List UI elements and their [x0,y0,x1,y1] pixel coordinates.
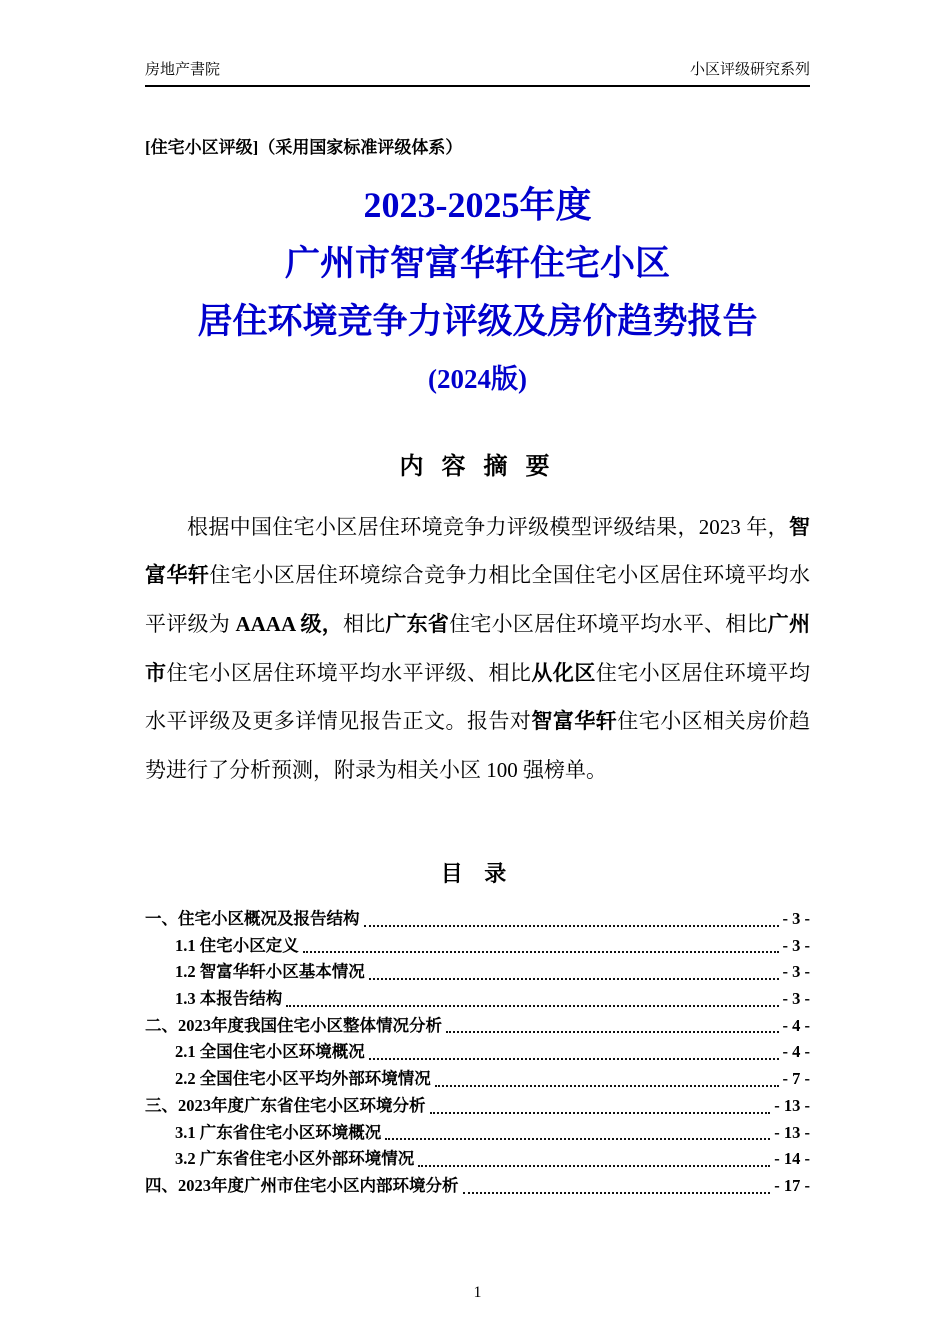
toc-leader-dots [360,906,783,933]
toc-item-label: 1.1 住宅小区定义 [175,935,299,955]
summary-segment: 根据中国住宅小区居住环境竞争力评级模型评级结果，2023 年， [187,514,789,539]
toc-leader-dots [414,1146,774,1173]
toc-item [145,1173,810,1200]
page-header [145,58,810,87]
summary-segment: 住宅小区居住环境平均水平、相比 [449,612,768,637]
toc-item-label: 三、2023年度广东省住宅小区环境分析 [145,1095,426,1115]
summary-segment: 智富华轩 [145,514,810,588]
toc-item [145,986,810,1013]
toc-page-number: - 3 - [782,908,810,928]
toc-item-label: 3.2 广东省住宅小区外部环境情况 [175,1149,415,1169]
summary-segment: 住宅小区相关房价趋势进行了分析预测，附录为相关小区 100 强榜单。 [145,709,811,783]
toc-leader-dots [442,1013,783,1040]
toc-item-label: 1.2 智富华轩小区基本情况 [175,962,365,982]
toc-page-number: - 3 - [782,935,810,955]
toc-item [145,1066,810,1093]
toc-item-label: 四、2023年度广州市住宅小区内部环境分析 [145,1176,459,1196]
toc-leader-dots [365,959,783,986]
summary-segment: 广东省 [385,612,450,637]
summary-segment: 相比 [342,612,386,637]
summary-heading: 内 容 摘 要 [399,453,556,480]
summary-segment: 住宅小区居住环境平均水平评级、相比 [166,660,532,685]
toc-page-number: - 3 - [782,962,810,982]
toc-item [145,933,810,960]
toc-page-number: - 7 - [782,1069,810,1089]
page-number: 1 [473,1284,482,1301]
summary-paragraph [145,503,810,795]
toc-leader-dots [365,1039,783,1066]
toc-item [145,1039,810,1066]
summary-segment: 住宅小区居住环境综合竞争力相比全国住宅小区居住环境平均水平评级为 [145,563,811,637]
toc-item [145,1146,810,1173]
toc-item-label: 3.1 广东省住宅小区环境概况 [175,1122,382,1142]
toc-item-label: 2.2 全国住宅小区平均外部环境情况 [175,1069,431,1089]
toc-item [145,1013,810,1040]
toc-leader-dots [299,933,783,960]
table-of-contents [145,906,810,1200]
rating-system-label: [住宅小区评级]（采用国家标准评级体系） [145,138,463,157]
toc-item-label: 二、2023年度我国住宅小区整体情况分析 [145,1015,442,1035]
toc-leader-dots [426,1093,775,1120]
toc-page-number: - 4 - [782,1015,810,1035]
toc-page-number: - 17 - [774,1176,810,1196]
summary-segment: 广州市 [145,612,811,685]
toc-item [145,906,810,933]
toc-page-number: - 13 - [774,1095,810,1115]
report-title-years: 2023-2025年度 [363,185,592,225]
toc-page-number: - 3 - [782,989,810,1009]
toc-leader-dots [431,1066,783,1093]
summary-segment: 从化区 [531,660,596,685]
toc-item [145,1120,810,1147]
header-right-text: 小区评级研究系列 [689,62,810,78]
toc-item-label: 2.1 全国住宅小区环境概况 [175,1042,365,1062]
toc-leader-dots [282,986,782,1013]
report-title-block [145,158,810,396]
toc-item [145,959,810,986]
toc-item [145,1093,810,1120]
header-left-text: 房地产書院 [145,62,221,78]
toc-page-number: - 14 - [774,1149,810,1169]
toc-item-label: 一、住宅小区概况及报告结构 [145,908,360,928]
toc-page-number: - 4 - [782,1042,810,1062]
toc-leader-dots [459,1173,775,1200]
toc-leader-dots [381,1120,774,1147]
toc-heading: 目 录 [440,860,515,886]
toc-item-label: 1.3 本报告结构 [175,989,283,1009]
summary-segment: AAAA 级， [235,612,343,637]
summary-segment: 住宅小区居住环境平均水平评级及更多详情见报告正文。报告对 [145,660,811,734]
toc-page-number: - 13 - [774,1122,810,1142]
summary-segment: 智富华轩 [531,709,618,734]
report-title-subject: 居住环境竞争力评级及房价趋势报告 [197,302,758,342]
report-title-community: 广州市智富华轩住宅小区 [284,244,670,284]
report-title-edition: (2024版) [428,364,527,395]
